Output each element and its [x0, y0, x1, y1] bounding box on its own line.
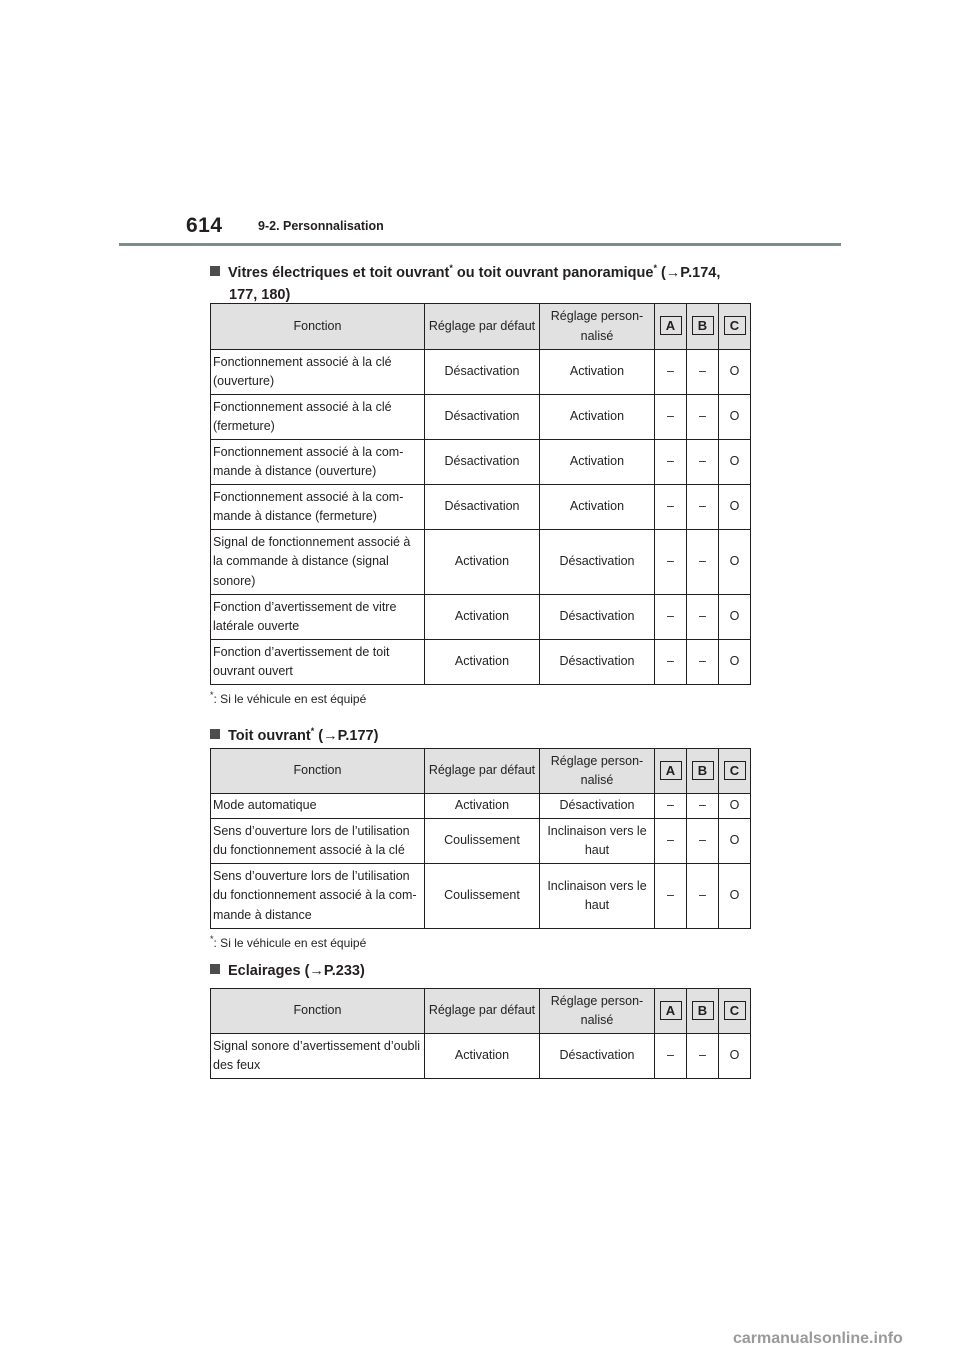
section-label: 9-2. Personnalisation [258, 219, 384, 233]
square-bullet-icon [210, 729, 220, 739]
settings-table-windows [210, 303, 751, 685]
header-function: Fonction [211, 304, 425, 350]
header-b: B [687, 989, 719, 1034]
header-custom: Réglage person- nalisé [540, 749, 655, 794]
watermark: carmanualsonline.info [733, 1330, 903, 1347]
page-reference-link[interactable]: (→P.177) [314, 727, 379, 744]
page-reference-link[interactable]: (→P.233) [300, 963, 365, 979]
header-custom: Réglage person- nalisé [540, 304, 655, 350]
page-number: 614 [186, 214, 223, 237]
header-c: C [719, 749, 751, 794]
header-b: B [687, 304, 719, 350]
header-rule [119, 243, 841, 246]
table-row: Signal de fonctionnement associé à la commande à distance (signal sonore) Activation Désactivation – – O [211, 530, 751, 595]
header-function: Fonction [211, 749, 425, 794]
table-row: Fonctionnement associé à la clé (ouverture) Désactivation Activation – – O [211, 350, 751, 395]
table-header-row [211, 304, 751, 350]
header-c: C [719, 304, 751, 350]
header-a: A [655, 304, 687, 350]
table-header-row [211, 749, 751, 794]
settings-table-sunroof [210, 748, 751, 929]
square-bullet-icon [210, 964, 220, 974]
table-row: Fonctionnement associé à la com- mande à distance (ouverture) Désactivation Activation – – O [211, 440, 751, 485]
header-default: Réglage par défaut [425, 749, 540, 794]
header-function: Fonction [211, 989, 425, 1034]
table-row: Fonctionnement associé à la com- mande à distance (fermeture) Désactivation Activation – – O [211, 485, 751, 530]
header-default: Réglage par défaut [425, 304, 540, 350]
footnote-windows: *: Si le véhicule en est équipé [210, 690, 367, 706]
table-header-row [211, 989, 751, 1034]
table-row: Signal sonore d’avertissement d’oubli des feux Activation Désactivation – – O [211, 1034, 751, 1079]
header-b: B [687, 749, 719, 794]
header-custom: Réglage person- nalisé [540, 989, 655, 1034]
header-a: A [655, 749, 687, 794]
settings-table-lights [210, 988, 751, 1079]
table-row: Fonctionnement associé à la clé (fermeture) Désactivation Activation – – O [211, 395, 751, 440]
page-reference-link[interactable]: (→P.174, [656, 264, 721, 281]
header-default: Réglage par défaut [425, 989, 540, 1034]
section-heading-windows: Vitres électriques et toit ouvrant* ou toit ouvrant panoramique* (→P.174, 177, 180) [210, 257, 720, 306]
table-row: Mode automatique Activation Désactivation – – O [211, 794, 751, 819]
table-row: Sens d’ouverture lors de l’utilisation du fonctionnement associé à la clé Coulissement Inclinaison vers le haut – – O [211, 819, 751, 864]
footnote-sunroof: *: Si le véhicule en est équipé [210, 934, 367, 950]
header-c: C [719, 989, 751, 1034]
table-row: Fonction d’avertissement de toit ouvrant ouvert Activation Désactivation – – O [211, 640, 751, 685]
section-heading-sunroof: Toit ouvrant* (→P.177) [210, 720, 378, 747]
square-bullet-icon [210, 266, 220, 276]
header-a: A [655, 989, 687, 1034]
table-row: Sens d’ouverture lors de l’utilisation du fonctionnement associé à la com- mande à distance Coulissement Inclinaison vers le haut – – O [211, 864, 751, 929]
section-heading-lights: Eclairages (→P.233) [210, 960, 365, 982]
table-row: Fonction d’avertissement de vitre latérale ouverte Activation Désactivation – – O [211, 595, 751, 640]
